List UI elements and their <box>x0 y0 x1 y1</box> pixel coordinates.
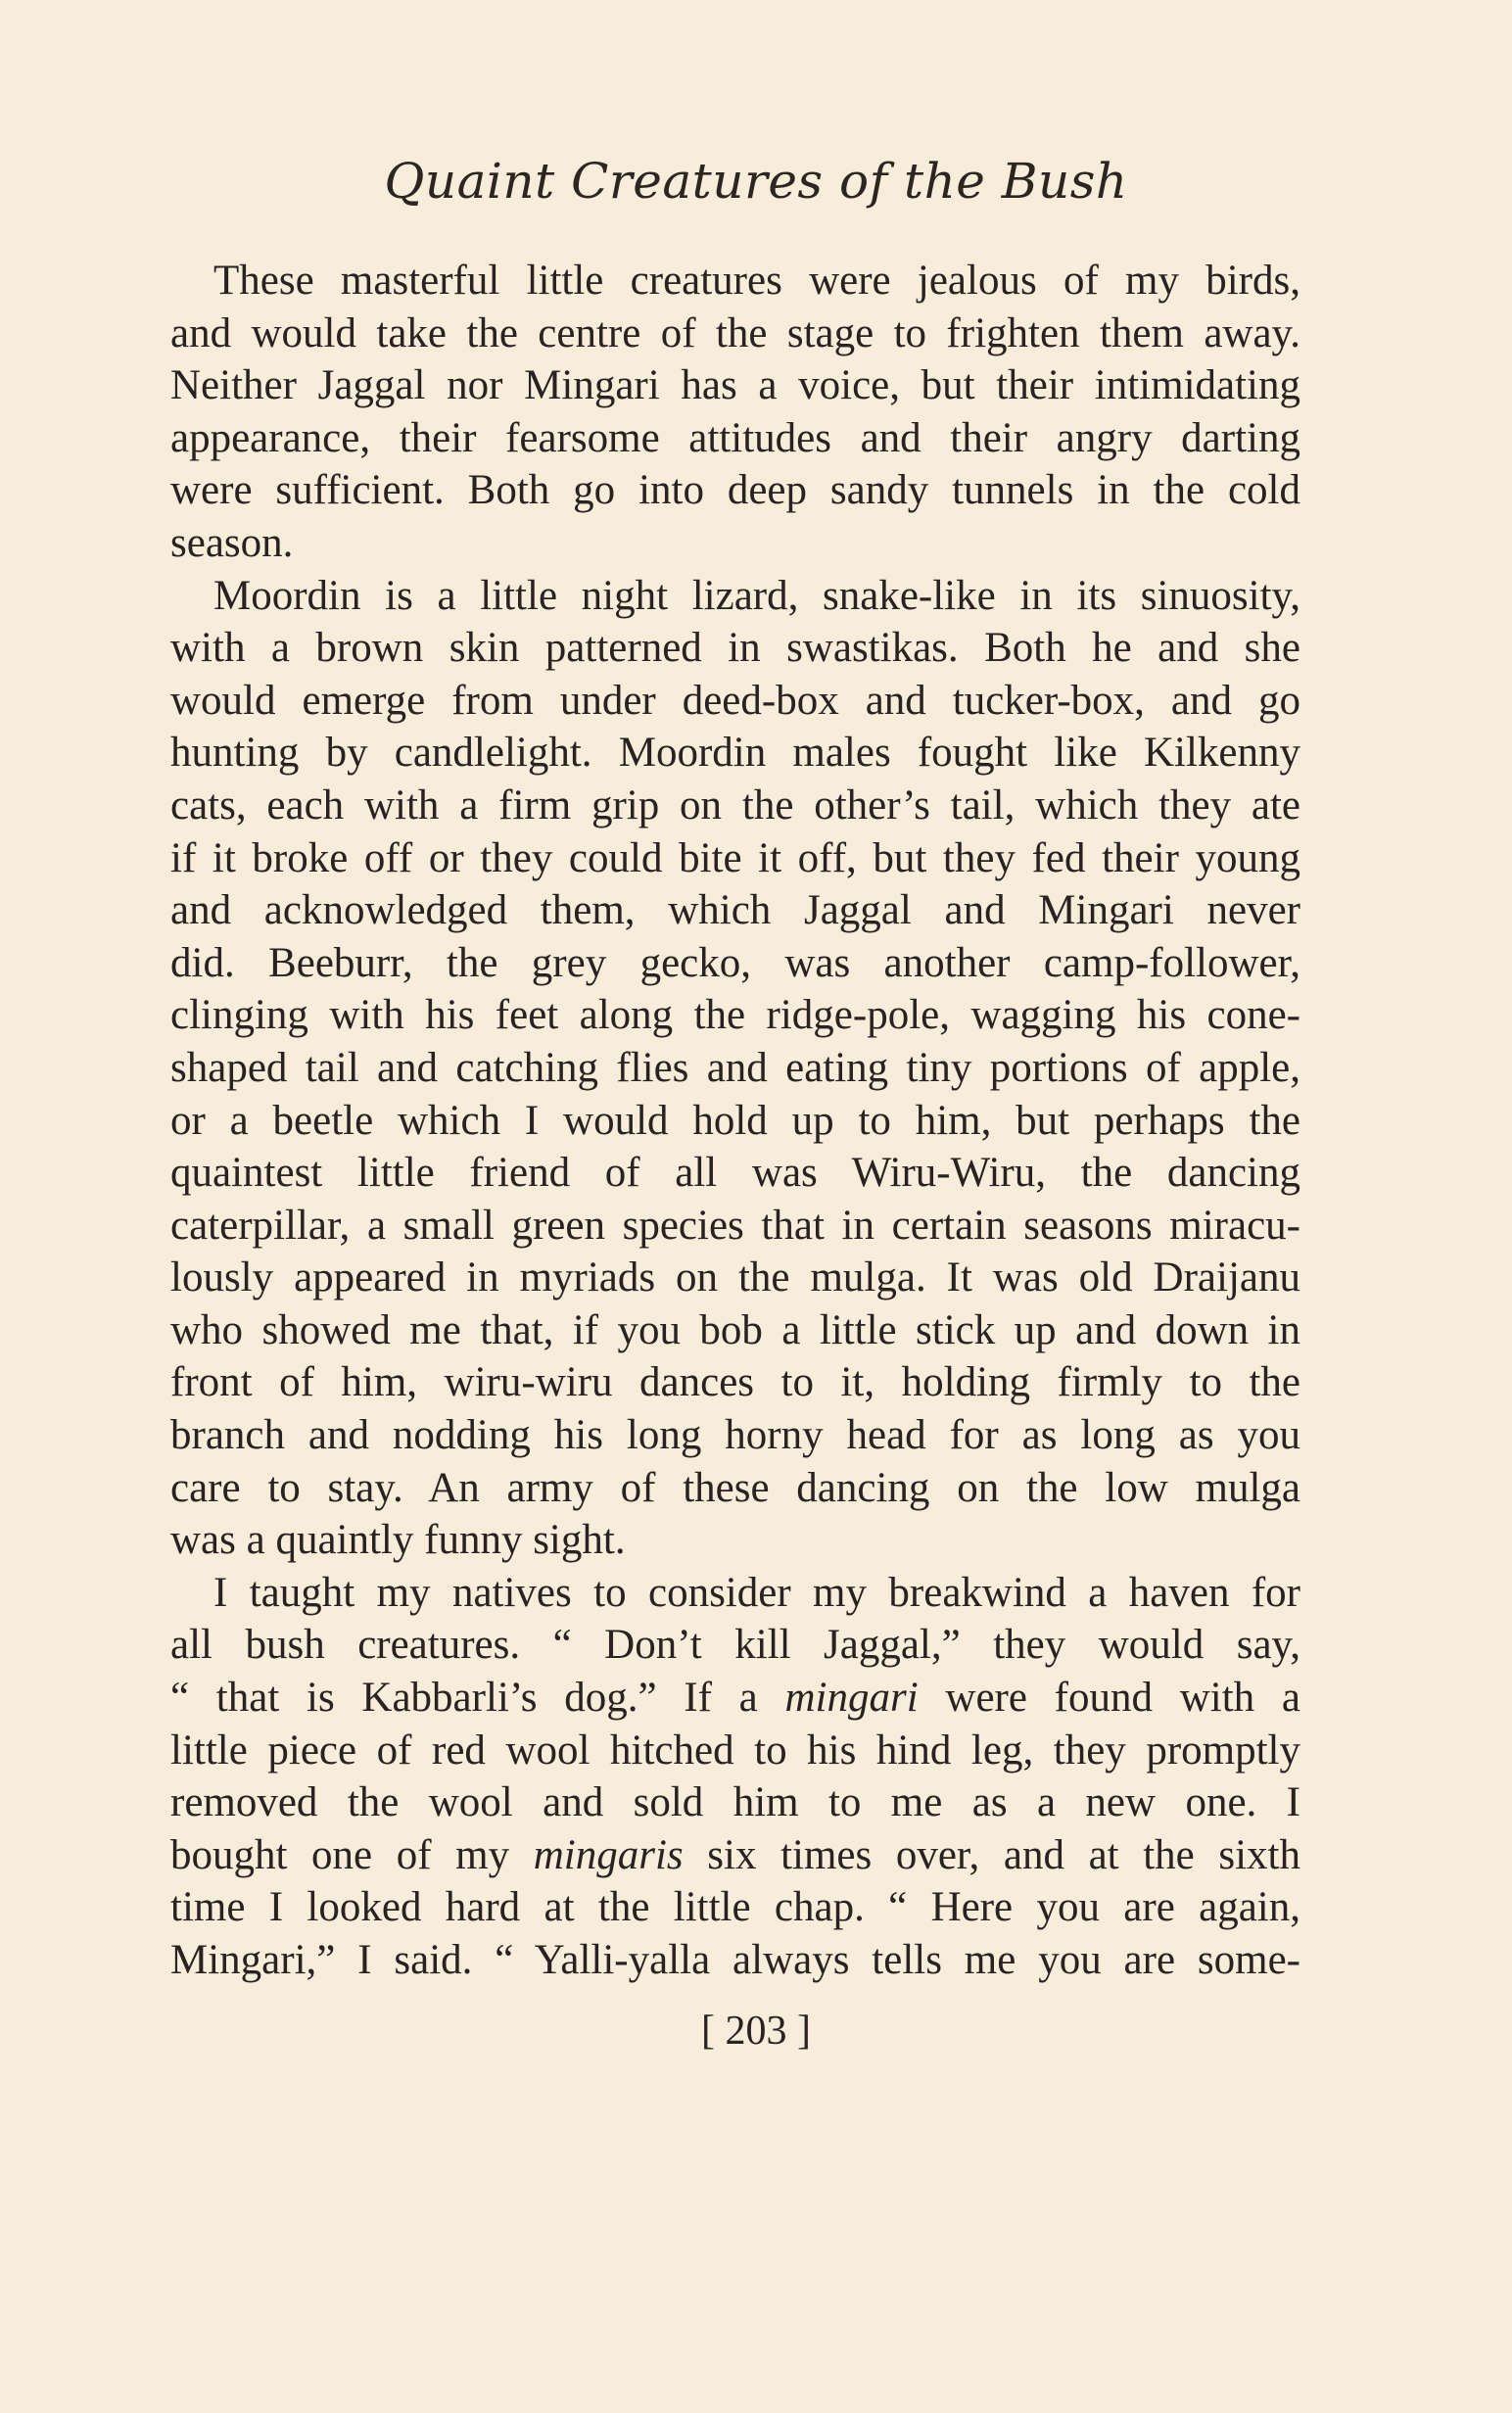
text-line: front of him, wiru-wiru dances to it, holding firmly to the <box>170 1359 1300 1406</box>
page-number: [ 203 ] <box>701 2009 811 2054</box>
text-line: Mingari,” I said. “ Yalli-yalla always tells me you are some- <box>170 1937 1300 1983</box>
text-line: cats, each with a firm grip on the other’s tail, which they ate <box>170 781 1300 828</box>
text-line: little piece of red wool hitched to his hind leg, they promptly <box>170 1727 1300 1774</box>
text-line: bought one of my mingaris six times over, and at the sixth <box>170 1831 1300 1878</box>
text-line: “ that is Kabbarli’s dog.” If a mingari were found with a <box>170 1675 1300 1722</box>
text-line: season. <box>170 519 294 566</box>
text-line: shaped tail and catching flies and eating tiny portions of apple, <box>170 1044 1300 1091</box>
text-line: who showed me that, if you bob a little stick up and down in <box>170 1306 1300 1353</box>
text-line: removed the wool and sold him to me as a new one. I <box>170 1779 1300 1826</box>
text-line: or a beetle which I would hold up to him, but perhaps the <box>170 1097 1300 1144</box>
text-line: and would take the centre of the stage to frighten them away. <box>170 309 1300 356</box>
text-line: all bush creatures. “ Don’t kill Jaggal,” they would say, <box>170 1622 1300 1669</box>
text-line: did. Beeburr, the grey gecko, was another camp-follower, <box>170 939 1300 986</box>
running-head: Quaint Creatures of the Bush <box>384 153 1128 210</box>
text-line: lously appeared in myriads on the mulga. It was old Draijanu <box>170 1254 1300 1301</box>
text-line: hunting by candlelight. Moordin males fought like Kilkenny <box>170 730 1300 777</box>
text-line: with a brown skin patterned in swastikas. Both he and she <box>170 625 1300 672</box>
text-line: appearance, their fearsome attitudes and their angry darting <box>170 414 1300 461</box>
text-line: time I looked hard at the little chap. “ Here you are again, <box>170 1884 1300 1931</box>
text-line: Neither Jaggal nor Mingari has a voice, but their intimidating <box>170 362 1300 409</box>
text-line: were sufficient. Both go into deep sandy tunnels in the cold <box>170 467 1300 514</box>
text-line: if it broke off or they could bite it off, but they fed their young <box>170 834 1300 881</box>
text-line: I taught my natives to consider my breakwind a haven for <box>213 1569 1300 1616</box>
text-line: caterpillar, a small green species that in certain seasons miracu- <box>170 1202 1300 1249</box>
text-line: Moordin is a little night lizard, snake-like in its sinuosity, <box>213 572 1300 619</box>
text-line: and acknowledged them, which Jaggal and Mingari never <box>170 887 1300 934</box>
text-line: would emerge from under deed-box and tucker-box, and go <box>170 677 1300 724</box>
text-line: quaintest little friend of all was Wiru-Wiru, the dancing <box>170 1150 1300 1197</box>
body-text <box>170 255 1300 1987</box>
text-line: branch and nodding his long horny head for as long as you <box>170 1412 1300 1459</box>
text-line: was a quaintly funny sight. <box>170 1517 626 1564</box>
text-line: care to stay. An army of these dancing on the low mulga <box>170 1464 1300 1511</box>
text-line: clinging with his feet along the ridge-pole, wagging his cone- <box>170 992 1300 1039</box>
text-line: These masterful little creatures were jealous of my birds, <box>213 258 1300 304</box>
